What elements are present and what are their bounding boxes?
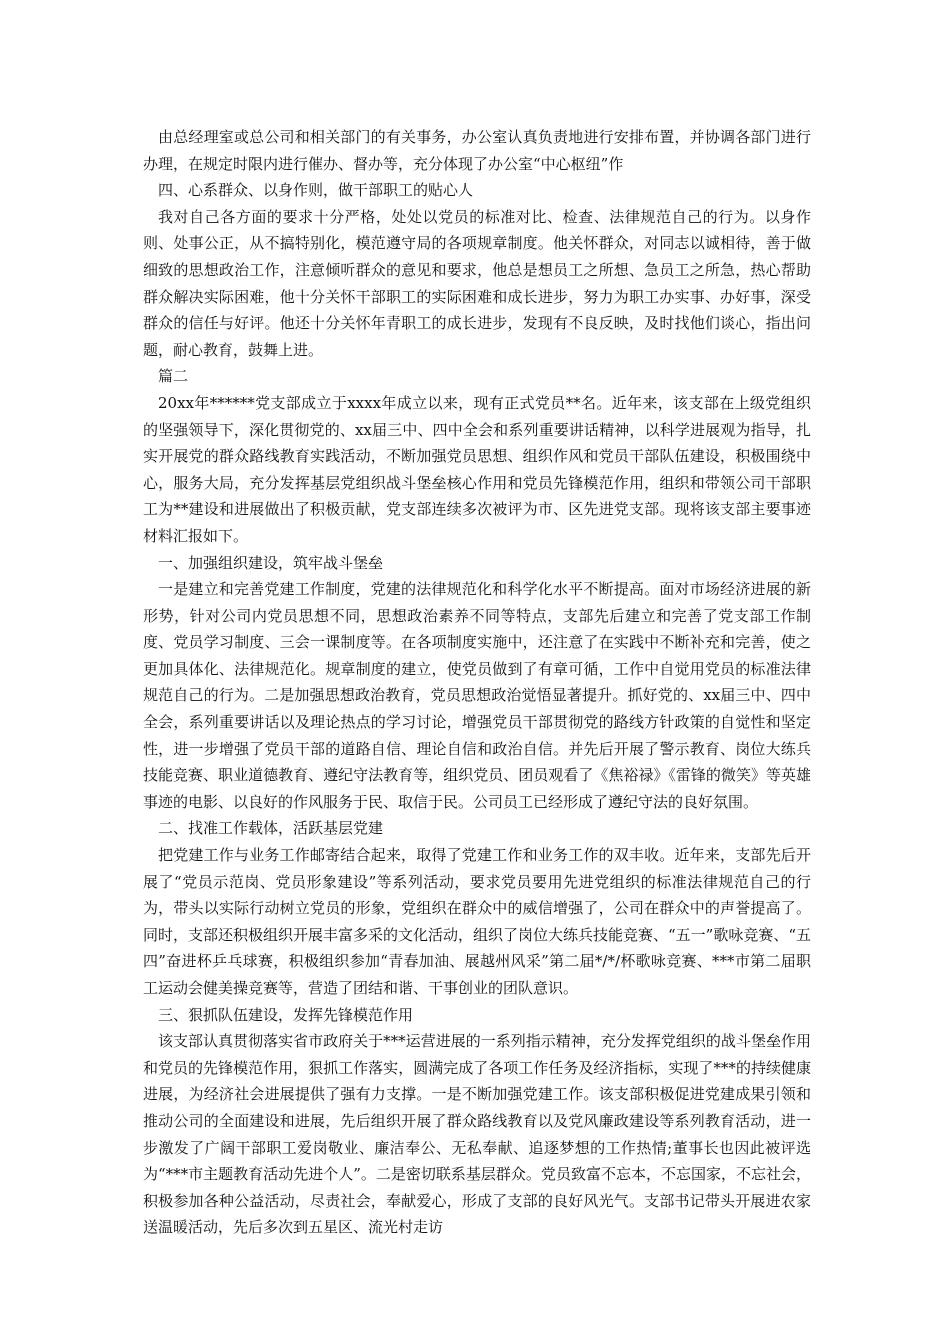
section-heading-3: 三、狠抓队伍建设，发挥先锋模范作用 (158, 1005, 414, 1024)
paragraph-branch-overview: 20xx年******党支部成立于xxxx年成立以来，现有正式党员**名。近年来，该支部在上级党组织的坚强领导下，深化贯彻党的、xx届三中、四中全会和系列重要讲话精神，以科学进展观为指导，扎实开展党的群众路线教育实践活动，不断加强党员思想、组织作风和党员干部队伍建设，积极围绕中心，服务大局，充分发挥基层党组织战斗堡垒核心作用和党员先锋模范作用，组织和带领公司干部职工为**建设和进展做出了积极贡献，党支部连续多次被评为市、区先进党支部。现将该支部主要事迹材料汇报如下。 (143, 393, 811, 545)
section-heading-1: 一、加强组织建设，筑牢战斗堡垒 (158, 553, 384, 572)
paragraph-team-building: 该支部认真贯彻落实省市政府关于***运营进展的一系列指示精神，充分发挥党组织的战斗堡垒作用和党员的先锋模范作用，狠抓工作落实，圆满完成了各项工作任务及经济指标，实现了***的持续健康进展，为经济社会进展提供了强有力支撑。一是不断加强党建工作。该支部积极促进党建成果引领和推动公司的全面建设和进展，先后组织开展了群众路线教育以及党风廉政建设等系列教育活动，进一步激发了广阔干部职工爱岗敬业、廉洁奉公、无私奉献、追逐梦想的工作热情;董事长也因此被评选为“***市主题教育活动先进个人”。二是密切联系基层群众。党员致富不忘本，不忘国家，不忘社会，积极参加各种公益活动，尽责社会，奉献爱心，形成了支部的良好风光气。支部书记带头开展进农家送温暖活动，先后多次到五星区、流光村走访 (143, 1032, 811, 1237)
part-heading-2: 篇二 (158, 367, 189, 386)
paragraph-intro: 由总经理室或总公司和相关部门的有关事务，办公室认真负责地进行安排布置，并协调各部门进行办理，在规定时限内进行催办、督办等，充分体现了办公室“中心枢纽”作 (143, 128, 811, 173)
section-heading-4: 四、心系群众、以身作则，做干部职工的贴心人 (158, 181, 474, 200)
paragraph-self-discipline: 我对自己各方面的要求十分严格，处处以党员的标准对比、检查、法律规范自己的行为。以身作则、处事公正，从不搞特别化，模范遵守局的各项规章制度。他关怀群众，对同志以诚相待，善于做细致的思想政治工作，注意倾听群众的意见和要求，他总是想员工之所想、急员工之所急，热心帮助群众解决实际困难，他十分关怀干部职工的实际困难和成长进步，努力为职工办实事、办好事，深受群众的信任与好评。他还十分关怀年青职工的成长进步，发现有不良反映，及时找他们谈心，指出问题，耐心教育，鼓舞上进。 (143, 207, 811, 359)
document-body (143, 124, 811, 1241)
paragraph-work-carrier: 把党建工作与业务工作邮寄结合起来，取得了党建工作和业务工作的双丰收。近年来，支部先后开展了“党员示范岗、党员形象建设”等系列活动，要求党员要用先进党组织的标准法律规范自己的行为，带头以实际行动树立党员的形象，党组织在群众中的威信增强了，公司在群众中的声誉提高了。同时，支部还积极组织开展丰富多采的文化活动，组织了岗位大练兵技能竞赛、“五一”歌咏竞赛、“五四”奋进杯乒乓球赛，积极组织参加“青春加油、展越州风采”第二届*/*/杯歌咏竞赛、***市第二届职工运动会健美操竞赛等，营造了团结和谐、干事创业的团队意识。 (143, 846, 812, 997)
paragraph-organization: 一是建立和完善党建工作制度，党建的法律规范化和科学化水平不断提高。面对市场经济进展的新形势，针对公司内党员思想不同，思想政治素养不同等特点，支部先后建立和完善了党支部工作制度、党员学习制度、三会一课制度等。在各项制度实施中，还注意了在实践中不断补充和完善，使之更加具体化、法律规范化。规章制度的建立，使党员做到了有章可循，工作中自觉用党员的标准法律规范自己的行为。二是加强思想政治教育，党员思想政治觉悟显著提升。抓好党的、xx届三中、四中全会，系列重要讲话以及理论热点的学习讨论，增强党员干部贯彻党的路线方针政策的自觉性和坚定性，进一步增强了党员干部的道路自信、理论自信和政治自信。并先后开展了警示教育、岗位大练兵技能竞赛、职业道德教育、遵纪守法教育等，组织党员、团员观看了《焦裕禄》《雷锋的微笑》等英雄事迹的电影、以良好的作风服务于民、取信于民。公司员工已经形成了遵纪守法的良好氛围。 (143, 580, 811, 811)
section-heading-2: 二、找准工作载体，活跃基层党建 (158, 819, 384, 838)
